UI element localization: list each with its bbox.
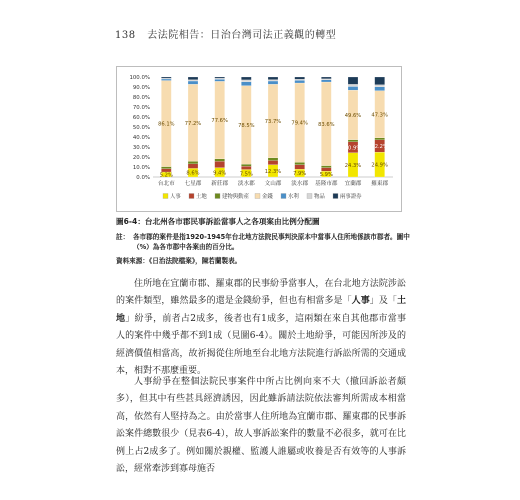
data-label: 86.1% xyxy=(158,121,175,128)
data-label: 24.3% xyxy=(344,162,362,169)
figure-caption: 圖6-4：台北州各市郡民事訴訟當事人之各項案由比例分配圖 xyxy=(116,217,320,226)
bar-segment xyxy=(321,168,331,172)
running-title: 去法院相告：日治台灣司法正義觀的轉型 xyxy=(147,30,337,41)
bar-segment xyxy=(375,138,385,140)
bar-segment xyxy=(348,87,358,91)
para1-text-b: 」及「 xyxy=(369,296,397,307)
y-tick-label: 100.0% xyxy=(129,75,150,81)
data-label: 83.6% xyxy=(318,121,335,128)
bar-segment xyxy=(321,77,331,79)
bar-segment xyxy=(215,77,225,78)
legend-swatch xyxy=(255,194,260,199)
data-label: 78.5% xyxy=(238,122,255,129)
data-label: 5.9% xyxy=(319,172,333,179)
bar-segment xyxy=(295,80,305,83)
para1-text-c: 」紛爭，前者占2成多，後者也有1成多，這兩類在來自其他郡市當事人的案件中幾乎都不到1成（見圖6-4）。關於土地紛爭，可能因所涉及的經濟價值相當高，故祈揭從住所地至台北地方法院進行訴訟所需的交通成本，相對不那麼重要。 xyxy=(116,313,406,377)
bar-segment xyxy=(321,79,331,80)
legend-label: 人事 xyxy=(170,194,181,200)
bar-segment xyxy=(188,81,198,84)
y-tick-label: 60.0% xyxy=(132,115,150,121)
data-label: 77.6% xyxy=(211,118,228,125)
legend-swatch xyxy=(281,194,286,199)
data-label: 47.3% xyxy=(371,112,388,119)
y-tick-label: 40.0% xyxy=(132,135,150,141)
data-label: 49.6% xyxy=(344,112,362,119)
legend-swatch xyxy=(163,194,168,199)
bar-segment xyxy=(161,78,171,79)
legend-label: 土地 xyxy=(196,194,207,200)
data-label: 10.9% xyxy=(344,145,362,152)
page-number: 138 xyxy=(115,30,136,41)
x-tick-label: 基隆市郡 xyxy=(315,181,338,187)
legend-label: 兩事證券 xyxy=(340,194,362,200)
para1-bold-2: 土地 xyxy=(116,296,406,324)
bar-segment xyxy=(321,80,331,82)
x-tick-label: 宜蘭郡 xyxy=(344,181,362,187)
bar-segment xyxy=(161,77,171,78)
bar-segment xyxy=(215,159,225,161)
x-tick-label: 淡水郡 xyxy=(237,181,255,187)
para2-text: 人事紛爭在整個法院民事案件中所占比例向來不大（撤回訴訟者頗多），但其中有些甚具經濟誘因，因此雖訴請法院依法審判所需成本相當高，依然有人堅持為之。由於當事人住所地為宜蘭市郡、羅東郡的民事訴訟案件總數很少（見表6-4），故人事訴訟案件的數量不必很多，就可在比例上占2成多了。例如關於親權、監護人誰屬或收養是否有效等的人事訴訟，經常牽涉到寡母施否 xyxy=(116,377,406,475)
y-tick-label: 10.0% xyxy=(132,165,150,171)
x-tick-label: 淡水郡 xyxy=(291,181,309,187)
figure-source: 資料來源：《日治法院檔案》，陳若蘭製表。 xyxy=(116,257,242,265)
bar-segment xyxy=(375,85,385,87)
data-label: 7.5% xyxy=(239,171,253,178)
y-tick-label: 90.0% xyxy=(132,85,150,91)
data-label: 12.3% xyxy=(264,168,282,175)
bar-segment xyxy=(268,80,278,81)
legend-label: 物品 xyxy=(314,194,325,200)
x-tick-label: 台北市 xyxy=(157,181,175,187)
bar-segment xyxy=(161,167,171,169)
y-tick-label: 80.0% xyxy=(132,95,150,101)
x-tick-label: 七星郡 xyxy=(184,181,202,187)
para1-text-a: 住所地在宜蘭市郡、羅東郡的民事紛爭當事人，在台北地方法院涉訟的案件類型，雖然最多的還是金錢紛爭，但也有相當多是「 xyxy=(116,279,406,307)
stacked-bar-chart xyxy=(116,66,402,212)
y-tick-label: 50.0% xyxy=(132,125,150,131)
figure-note xyxy=(116,232,412,252)
bar-segment xyxy=(215,79,225,81)
bar-segment xyxy=(321,166,331,168)
bar-segment xyxy=(295,77,305,79)
bar-segment xyxy=(348,140,358,142)
data-label: 24.9% xyxy=(371,162,388,169)
x-tick-label: 羅東郡 xyxy=(371,181,389,187)
y-tick-label: 0.0% xyxy=(136,175,150,181)
legend-label: 水利 xyxy=(288,194,299,200)
bar-segment xyxy=(348,77,358,84)
bar-segment xyxy=(295,79,305,80)
bar-segment xyxy=(215,161,225,167)
bar-segment xyxy=(268,161,278,165)
bar-segment xyxy=(268,158,278,161)
bar-segment xyxy=(268,81,278,84)
bar-segment xyxy=(241,164,251,166)
data-label: 5.2% xyxy=(159,172,173,179)
legend-swatch xyxy=(333,194,338,199)
bar-segment xyxy=(188,161,198,164)
chart-svg xyxy=(117,67,401,211)
bar-segment xyxy=(188,164,198,169)
bar-segment xyxy=(161,79,171,81)
y-tick-label: 30.0% xyxy=(132,145,150,151)
note-text: 各市郡的案件是指1920-1945年台北地方法院民事判決原本中當事人住所地係該市郡者。圖中（%）為各市郡中各案由的百分比。 xyxy=(133,233,410,251)
bar-segment xyxy=(188,80,198,81)
data-label: 77.2% xyxy=(184,120,202,127)
running-header xyxy=(115,26,336,41)
legend-swatch xyxy=(215,194,220,199)
body-paragraph-1 xyxy=(116,276,406,380)
x-tick-label: 新莊郡 xyxy=(211,181,229,187)
bar-segment xyxy=(241,166,251,169)
legend-label: 建物與動產 xyxy=(222,194,249,200)
bar-segment xyxy=(161,169,171,172)
data-label: 8.6% xyxy=(186,170,200,177)
legend-swatch xyxy=(307,194,312,199)
bar-segment xyxy=(375,77,385,85)
bar-segment xyxy=(241,82,251,86)
x-tick-label: 文山郡 xyxy=(264,181,282,187)
bar-segment xyxy=(295,165,305,169)
data-label: 7.9% xyxy=(293,171,307,178)
bar-segment xyxy=(268,77,278,80)
bar-segment xyxy=(188,77,198,80)
bar-segment xyxy=(295,162,305,164)
bar-segment xyxy=(375,87,385,91)
y-tick-label: 20.0% xyxy=(132,155,150,161)
note-label: 註： xyxy=(116,233,130,241)
data-label: 79.4% xyxy=(291,120,308,127)
data-label: 73.7% xyxy=(264,119,282,126)
data-label: 12.2% xyxy=(371,144,388,150)
bar-segment xyxy=(348,84,358,86)
legend-swatch xyxy=(189,194,194,199)
data-label: 9.4% xyxy=(213,170,227,177)
y-tick-label: 70.0% xyxy=(132,105,150,111)
body-paragraph-2 xyxy=(116,374,406,478)
bar-segment xyxy=(241,77,251,80)
bar-segment xyxy=(215,78,225,79)
legend-label: 金錢 xyxy=(262,194,273,200)
bar-segment xyxy=(241,80,251,82)
para1-bold-1: 人事 xyxy=(351,296,370,307)
